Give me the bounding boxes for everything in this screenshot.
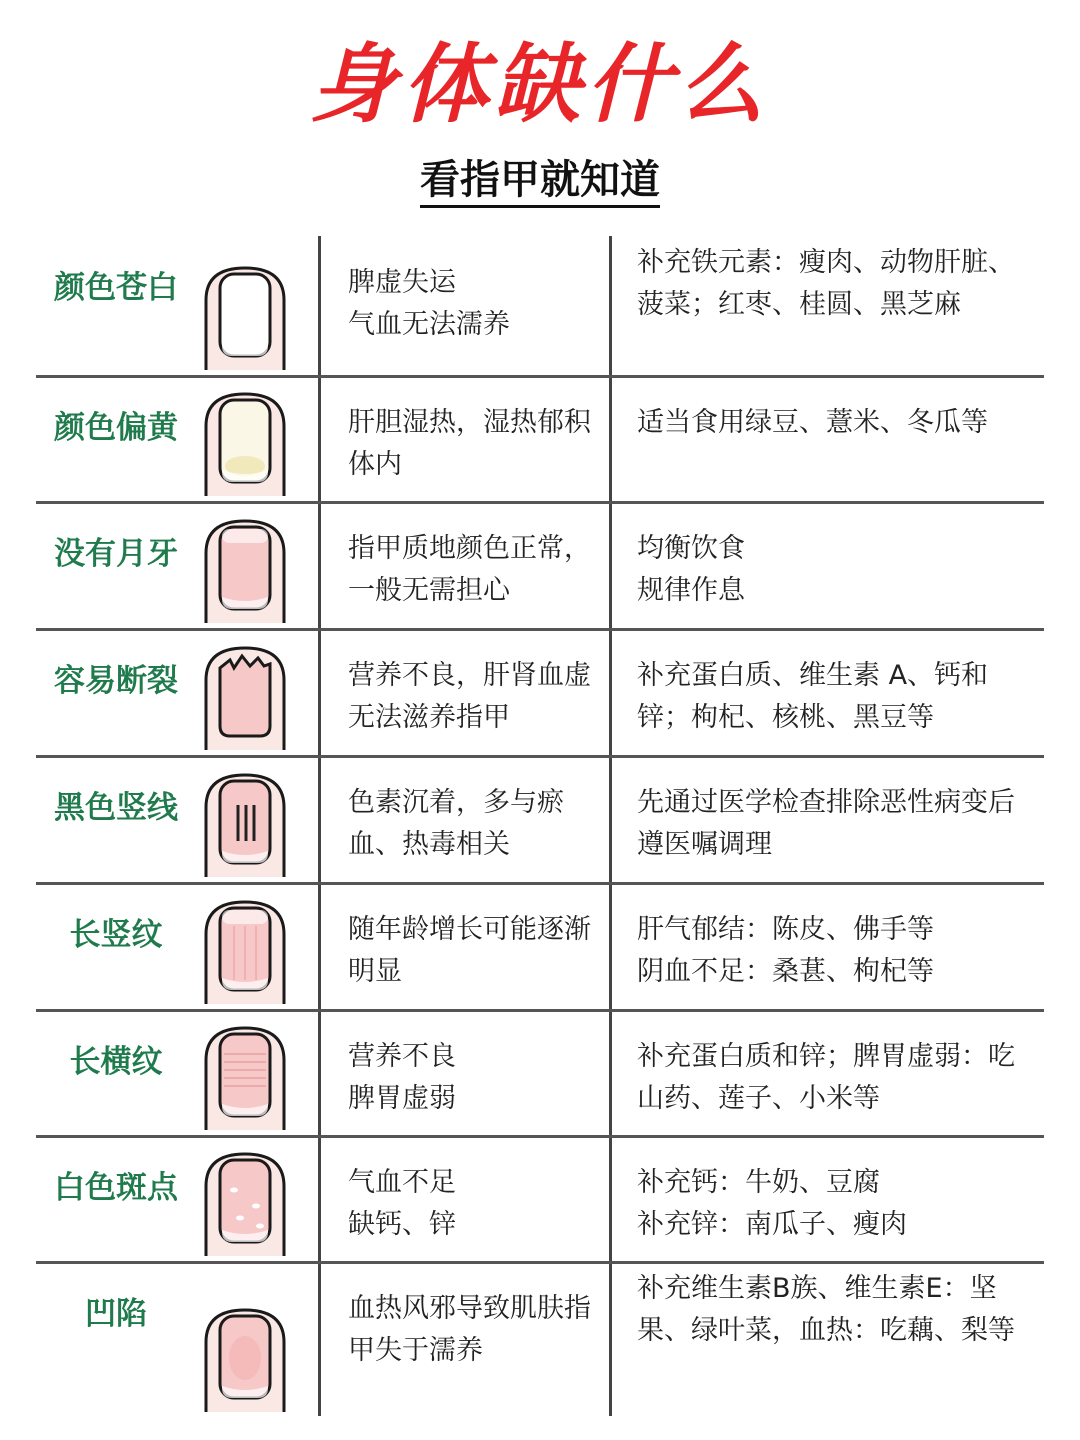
nail-illustration <box>200 386 290 496</box>
symptom-label: 长竖纹 <box>69 917 163 953</box>
nail-illustration <box>200 260 290 370</box>
cause-text: 气血不足 缺钙、锌 <box>348 1167 456 1240</box>
nail-illustration <box>200 513 290 623</box>
table-row <box>0 236 1080 376</box>
table-row <box>0 629 1080 756</box>
table-row <box>0 756 1080 883</box>
cause-text: 营养不良，肝肾血虚无法滋养指甲 <box>348 660 591 733</box>
advice-text: 肝气郁结：陈皮、佛手等 阴血不足：桑葚、枸杞等 <box>637 914 934 987</box>
symptom-label: 凹陷 <box>85 1296 147 1332</box>
table-row <box>0 502 1080 629</box>
nail-illustration <box>200 767 290 877</box>
advice-text: 补充钙：牛奶、豆腐 补充锌：南瓜子、瘦肉 <box>637 1167 907 1240</box>
advice-text: 补充维生素B族、维生素E：坚果、绿叶菜，血热：吃藕、梨等 <box>637 1273 1015 1346</box>
cause-text: 肝胆湿热，湿热郁积体内 <box>348 407 591 480</box>
cause-text: 色素沉着，多与瘀血、热毒相关 <box>348 787 564 860</box>
cause-text: 随年龄增长可能逐渐明显 <box>348 914 591 987</box>
table-row <box>0 376 1080 502</box>
page-title: 身体缺什么 <box>310 35 770 135</box>
symptom-label: 颜色苍白 <box>54 270 178 306</box>
fingernail-icon <box>200 1146 290 1256</box>
nail-illustration <box>200 1302 290 1412</box>
fingernail-icon <box>200 513 290 623</box>
table-row <box>0 1136 1080 1262</box>
advice-text: 补充蛋白质和锌；脾胃虚弱：吃山药、莲子、小米等 <box>637 1041 1015 1114</box>
symptom-label: 白色斑点 <box>54 1170 178 1206</box>
advice-text: 补充蛋白质、维生素 A、钙和锌；枸杞、核桃、黑豆等 <box>637 660 989 733</box>
fingernail-icon <box>200 386 290 496</box>
symptom-label: 容易断裂 <box>54 663 178 699</box>
nail-illustration <box>200 640 290 750</box>
cause-text: 营养不良 脾胃虚弱 <box>348 1041 456 1114</box>
fingernail-icon <box>200 640 290 750</box>
symptom-label: 黑色竖线 <box>54 790 178 826</box>
cause-text: 脾虚失运 气血无法濡养 <box>348 267 510 340</box>
cause-text: 血热风邪导致肌肤指甲失于濡养 <box>348 1293 591 1366</box>
table-row <box>0 1010 1080 1136</box>
advice-text: 补充铁元素：瘦肉、动物肝脏、菠菜；红枣、桂圆、黑芝麻 <box>637 247 1015 320</box>
symptom-label: 长横纹 <box>69 1044 163 1080</box>
cause-text: 指甲质地颜色正常，一般无需担心 <box>348 533 591 606</box>
fingernail-icon <box>200 894 290 1004</box>
advice-text: 适当食用绿豆、薏米、冬瓜等 <box>637 407 988 438</box>
symptom-label: 没有月牙 <box>54 536 178 572</box>
subtitle-text: 看指甲就知道 <box>420 157 660 208</box>
fingernail-icon <box>200 767 290 877</box>
nail-illustration <box>200 894 290 1004</box>
nail-illustration <box>200 1146 290 1256</box>
fingernail-icon <box>200 260 290 370</box>
table-row <box>0 1262 1080 1418</box>
advice-text: 先通过医学检查排除恶性病变后遵医嘱调理 <box>637 787 1015 860</box>
advice-text: 均衡饮食 规律作息 <box>637 533 745 606</box>
table-row <box>0 883 1080 1010</box>
page-subtitle <box>0 152 1080 216</box>
fingernail-icon <box>200 1020 290 1130</box>
fingernail-icon <box>200 1302 290 1412</box>
nail-illustration <box>200 1020 290 1130</box>
symptom-label: 颜色偏黄 <box>54 410 178 446</box>
